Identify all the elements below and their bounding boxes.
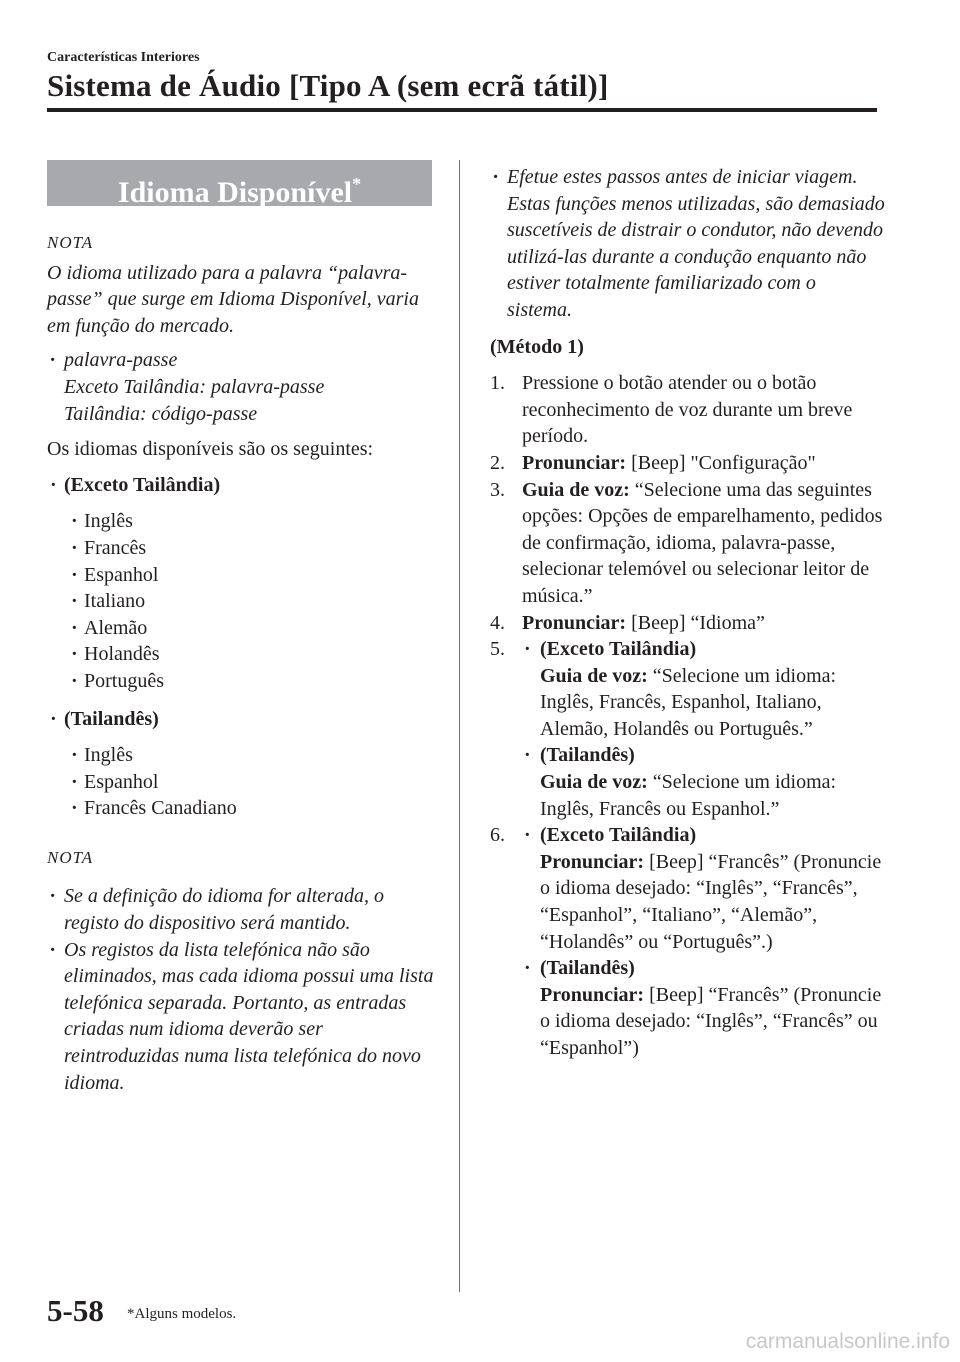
sub-body [540, 663, 885, 743]
step-1 [490, 370, 885, 450]
sub-heading: · (Tailandês) [540, 957, 635, 980]
note-item: · Os registos da lista telefónica não são eliminados, mas cada idioma possui uma lista telefónica separada. Portanto, as entradas criadas num idioma deverão ser reintroduzidas numa lista telefónica do novo idioma. [47, 937, 442, 1097]
step-2 [490, 450, 885, 477]
step-label: Pronunciar: [522, 611, 627, 634]
sub-body [540, 849, 885, 955]
step-5a [490, 636, 885, 742]
list-item: · Holandês [47, 641, 442, 668]
warning-text: · Efetue estes passos antes de iniciar viagem. Estas funções menos utilizadas, são demasiado suscetíveis de distrair o condutor, não devendo utilizá-las durante a condução enquanto não estiver totalmente familiarizado com o sistema. [490, 164, 885, 324]
intro-text: Os idiomas disponíveis são os seguintes: [47, 438, 374, 461]
list-item: · Espanhol [47, 562, 442, 589]
note-text: O idioma utilizado para a palavra “palavra-passe” que surge em Idioma Disponível, varia em função do mercado. [47, 261, 419, 337]
chapter-heading: Sistema de Áudio [Tipo A (sem ecrã tátil)] [47, 68, 609, 103]
topic-title [47, 160, 432, 209]
sub-heading: · (Tailandês) [540, 744, 635, 767]
step-text: [Beep] “Francês” (Pronuncie o idioma desejado: “Inglês”, “Francês” ou “Espanhol”) [540, 983, 882, 1059]
step-5b [490, 742, 885, 822]
list-item: · Inglês [47, 742, 442, 769]
watermark: carmanualsonline.info [745, 1330, 950, 1353]
list-item: · Português [47, 668, 442, 695]
topic-title-text: Idioma Disponível [117, 176, 353, 209]
list-item: · Francês Canadiano [47, 795, 442, 822]
language-list [47, 742, 442, 822]
step-text: “Selecione uma das seguintes opções: Opções de emparelhamento, pedidos de confirmação, idioma, palavra-passe, selecionar telemóvel ou selecionar leitor de música.” [522, 478, 883, 607]
note-label: NOTA [47, 233, 94, 252]
step-text: “Selecione um idioma: Inglês, Francês ou Espanhol.” [540, 771, 837, 820]
page-number: 5-58 [47, 1293, 104, 1328]
sub-body [540, 982, 885, 1062]
step-6a [490, 822, 885, 955]
list-item: · Francês [47, 535, 442, 562]
language-list [47, 508, 442, 694]
footnote: *Alguns modelos. [127, 1306, 237, 1322]
list-item: · Italiano [47, 588, 442, 615]
step-number: 2. [490, 451, 505, 474]
step-number: 4. [490, 611, 505, 634]
note-bullet-line: Tailândia: código-passe [64, 402, 258, 425]
step-text: [Beep] “Idioma” [631, 611, 765, 634]
list-item: · Alemão [47, 615, 442, 642]
step-text: “Selecione um idioma: Inglês, Francês, Espanhol, Italiano, Alemão, Holandês ou Português.” [540, 664, 837, 740]
section-heading: Características Interiores [47, 50, 200, 65]
step-text: [Beep] "Configuração" [631, 451, 816, 474]
step-label: Guia de voz: [540, 664, 648, 687]
step-text: Pressione o botão atender ou o botão reconhecimento de voz durante um breve período. [522, 372, 853, 448]
note-bullet [47, 347, 442, 427]
group-heading: · (Tailandês) [47, 706, 442, 733]
step-4 [490, 610, 885, 637]
step-number: 1. [490, 372, 505, 395]
note-bullet-term: · palavra-passe [64, 349, 178, 372]
list-item: · Inglês [47, 508, 442, 535]
method-heading: (Método 1) [490, 335, 584, 358]
list-item: · Espanhol [47, 769, 442, 796]
step-label: Pronunciar: [540, 850, 645, 873]
step-number: · 6. [490, 824, 505, 847]
step-6b [490, 955, 885, 1061]
step-3 [490, 477, 885, 610]
sub-heading: (Exceto Tailândia) [540, 638, 697, 661]
group-heading: · (Exceto Tailândia) [47, 472, 442, 499]
right-column [490, 164, 885, 1062]
step-number: 3. [490, 478, 505, 501]
note-bullet-line: Exceto Tailândia: palavra-passe [64, 375, 325, 398]
step-label: Pronunciar: [522, 451, 627, 474]
note-item: · Se a definição do idioma for alterada, o registo do dispositivo será mantido. [47, 883, 442, 936]
step-label: Guia de voz: [522, 478, 630, 501]
note-label: NOTA [47, 847, 94, 867]
sub-body [540, 769, 885, 822]
step-label: Guia de voz: [540, 771, 648, 794]
optional-marker: * [352, 174, 362, 194]
sub-heading: (Exceto Tailândia) [540, 824, 697, 847]
step-number: · 5. [490, 638, 505, 661]
step-text: [Beep] “Francês” (Pronuncie o idioma desejado: “Inglês”, “Francês”, “Espanhol”, “Italiano”, “Alemão”, “Holandês” ou “Português”.) [540, 850, 882, 953]
step-label: Pronunciar: [540, 983, 645, 1006]
column-divider [459, 160, 460, 1292]
left-column [47, 226, 442, 1096]
header-rule [47, 108, 877, 112]
note-list [47, 883, 442, 1096]
